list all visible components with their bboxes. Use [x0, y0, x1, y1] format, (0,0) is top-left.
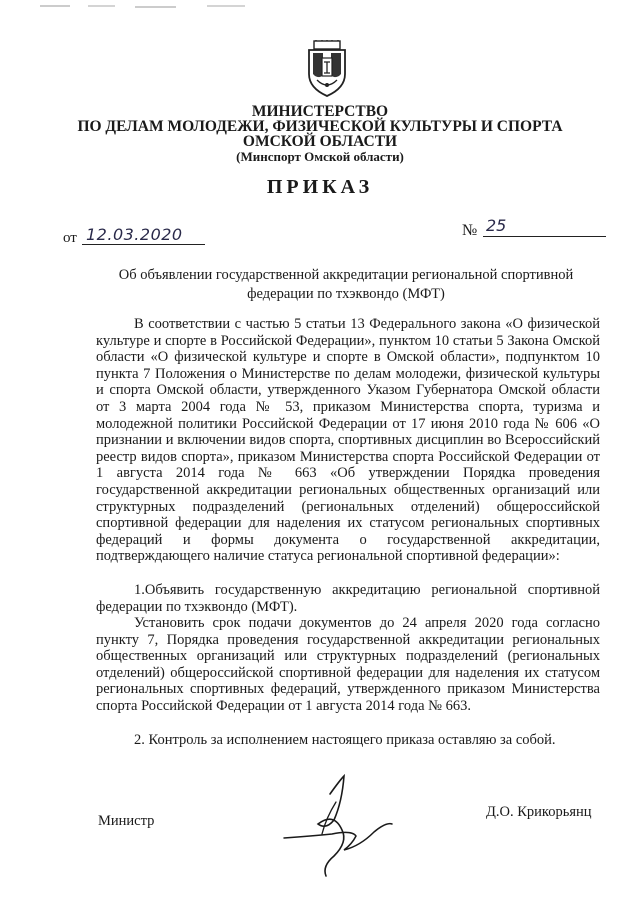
- order-date: 12.03.2020: [86, 225, 183, 244]
- signer-name: Д.О. Крикорьянц: [486, 804, 592, 820]
- order-subject: Об объявлении государственной аккредитации региональной спортивной федерации по тхэквондо (МФТ): [118, 267, 574, 302]
- preamble-paragraph: В соответствии с частью 5 статьи 13 Федерального закона «О физической культуре и спорте в Российской Федерации», пунктом 10 статьи 5 Закона Омской области «О физической культуре и спорте в Омской области», подпунктом 10 пункта 7 Положения о Министерстве по делам молодежи, физической культуры и спорта Омской области, утвержденного Указом Губернатора Омской области от 3 марта 2004 года № 53, приказом Министерства спорта, туризма и молодежной политики Российской Федерации от 17 июня 2010 года № 606 «О признании и включении видов спорта, спортивных дисциплин во Всероссийский реестр видов спорта», приказом Министерства спорта Российской Федерации от 1 августа 2014 года № 663 «Об утверждении Порядка проведения государственной аккредитации региональных общественных организаций или структурных подразделений (региональных отделений) общероссийской спортивной федерации для наделения их статусом региональных спортивных федераций и формы документа о государственной аккредитации, подтверждающего наличие статуса региональной спортивной федерации»:: [96, 316, 600, 565]
- date-prefix: от: [63, 230, 77, 246]
- signer-role: Министр: [98, 813, 155, 829]
- ministry-title: МИНИСТЕРСТВО: [251, 103, 389, 120]
- ministry-region-line: ОМСКОЙ ОБЛАСТИ: [242, 133, 398, 150]
- ministry-short-name: (Минспорт Омской области): [236, 149, 404, 164]
- number-prefix: №: [462, 222, 478, 239]
- deadline-paragraph: Установить срок подачи документов до 24 апреля 2020 года согласно пункту 7, Порядка проведения государственной аккредитации региональных общественных организаций или структурных подразделений (региональных отделений) общероссийской спортивной федерации для наделения их статусом региональных спортивных федераций, утвержденного приказом Министерства спорта Российской Федерации от 1 августа 2014 года № 663.: [96, 615, 600, 715]
- order-item-1: 1.Объявить государственную аккредитацию региональной спортивной федерации по тхэквондо (МФТ).: [96, 581, 600, 615]
- order-body: [96, 316, 600, 748]
- order-item-2: 2. Контроль за исполнением настоящего приказа оставляю за собой.: [134, 731, 556, 748]
- ministry-name-line: ПО ДЕЛАМ МОЛОДЕЖИ, ФИЗИЧЕСКОЙ КУЛЬТУРЫ И СПОРТА: [77, 118, 563, 135]
- scan-artifact: [0, 0, 640, 14]
- signature-image: [282, 772, 394, 882]
- order-number: 25: [486, 216, 507, 235]
- date-underline: [82, 244, 205, 245]
- coat-of-arms-icon: [303, 40, 351, 98]
- number-underline: [483, 236, 606, 237]
- document-type-title: ПРИКАЗ: [266, 176, 374, 198]
